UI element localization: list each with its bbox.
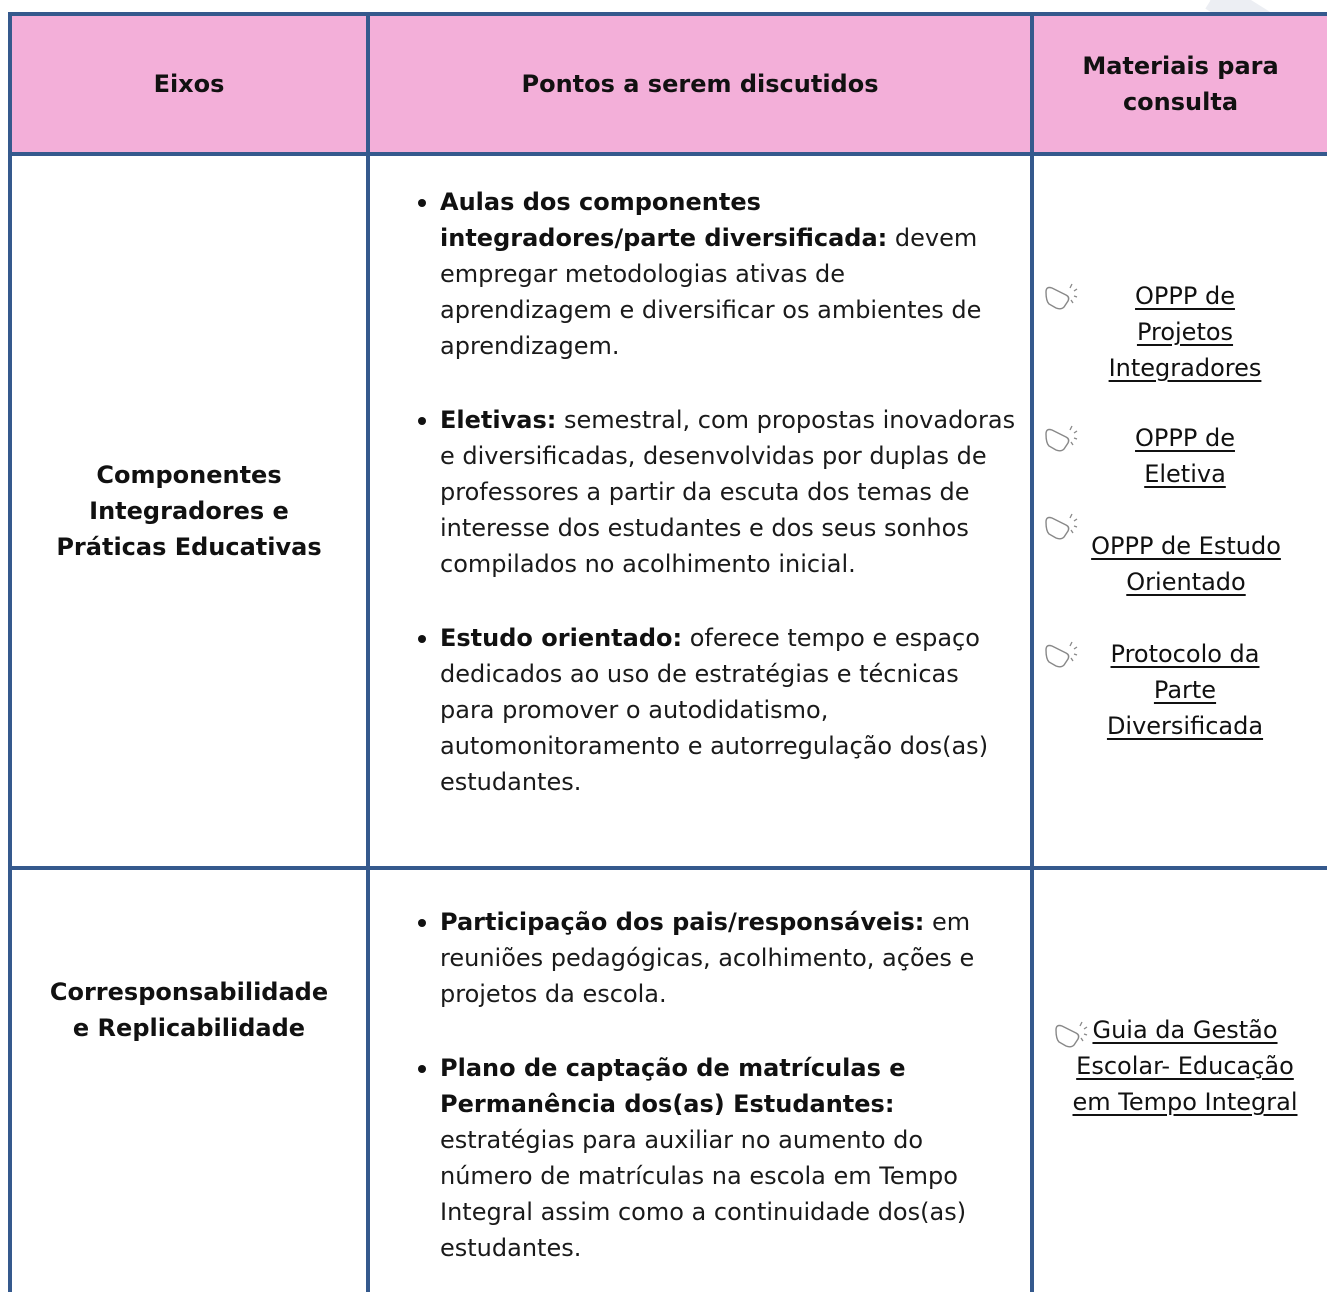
material-link-protocolo-parte-diversificada[interactable]: Protocolo da Parte Diversificada [1106,640,1264,740]
row-2-points [440,904,1010,1266]
list-item [440,620,1020,800]
point-title: Participação dos pais/responsáveis: [440,908,925,936]
row-1-axis-label: Componentes Integradores e Práticas Educativas [56,461,322,561]
material-link-oppp-estudo-orientado[interactable]: OPPP de Estudo Orientado [1091,532,1281,596]
list-item [440,402,1020,582]
table-border [8,12,12,1292]
table-border [366,12,370,1292]
bullet-icon [418,417,426,425]
bullet-icon [418,919,426,927]
row-2-axis-label: Corresponsabilidade e Replicabilidade [49,978,329,1042]
bullet-icon [418,635,426,643]
list-item [440,904,1010,1012]
pointing-hand-icon [1044,282,1078,312]
bullet-icon [418,1065,426,1073]
row-1-points [440,184,1020,800]
point-text: oferece tempo e espaço dedicados ao uso de estratégias e técnicas para promover o autodidatismo, automonitoramento e autorregulação dos(as) estudantes. [440,624,989,796]
point-text: devem empregar metodologias ativas de aprendizagem e diversificar os ambientes de aprendizagem. [440,224,982,360]
list-item [440,1050,1010,1266]
point-text: em reuniões pedagógicas, acolhimento, ações e projetos da escola. [440,908,975,1008]
header-eixos-label: Eixos [153,70,225,98]
point-text: estratégias para auxiliar no aumento do número de matrículas na escola em Tempo Integral assim como a continuidade dos(as) estudantes. [440,1126,967,1262]
material-link-oppp-eletiva[interactable]: OPPP de Eletiva [1135,424,1235,488]
point-title: Estudo orientado: [440,624,683,652]
header-pontos-label: Pontos a serem discutidos [521,70,879,98]
pointing-hand-icon [1044,424,1078,454]
pointing-hand-icon [1044,640,1078,670]
header-eixos [12,16,366,152]
table-border [1030,12,1034,1292]
header-materiais-label: Materiais para consulta [1082,52,1279,116]
table-border [8,12,1327,16]
bullet-icon [418,199,426,207]
material-link-guia-gestao-escolar[interactable]: Guia da Gestão Escolar- Educação em Tempo Integral [1072,1016,1298,1116]
material-link-oppp-projetos-integradores[interactable]: OPPP de Projetos Integradores [1108,282,1262,382]
point-title: Aulas dos componentes integradores/parte diversificada: [440,188,888,252]
header-pontos [370,16,1030,152]
row-1-axis [12,156,366,866]
point-text: semestral, com propostas inovadoras e diversificadas, desenvolvidas por duplas de professores a partir da escuta dos temas de interesse dos estudantes e dos seus sonhos compilados no acolhimento inicial. [440,406,1016,578]
point-title: Plano de captação de matrículas e Permanência dos(as) Estudantes: [440,1054,906,1118]
point-title: Eletivas: [440,406,557,434]
row-2-axis [12,870,366,1150]
header-materiais [1034,16,1327,152]
table-border [8,152,1327,156]
table-border [8,866,1327,870]
list-item [440,184,1020,364]
